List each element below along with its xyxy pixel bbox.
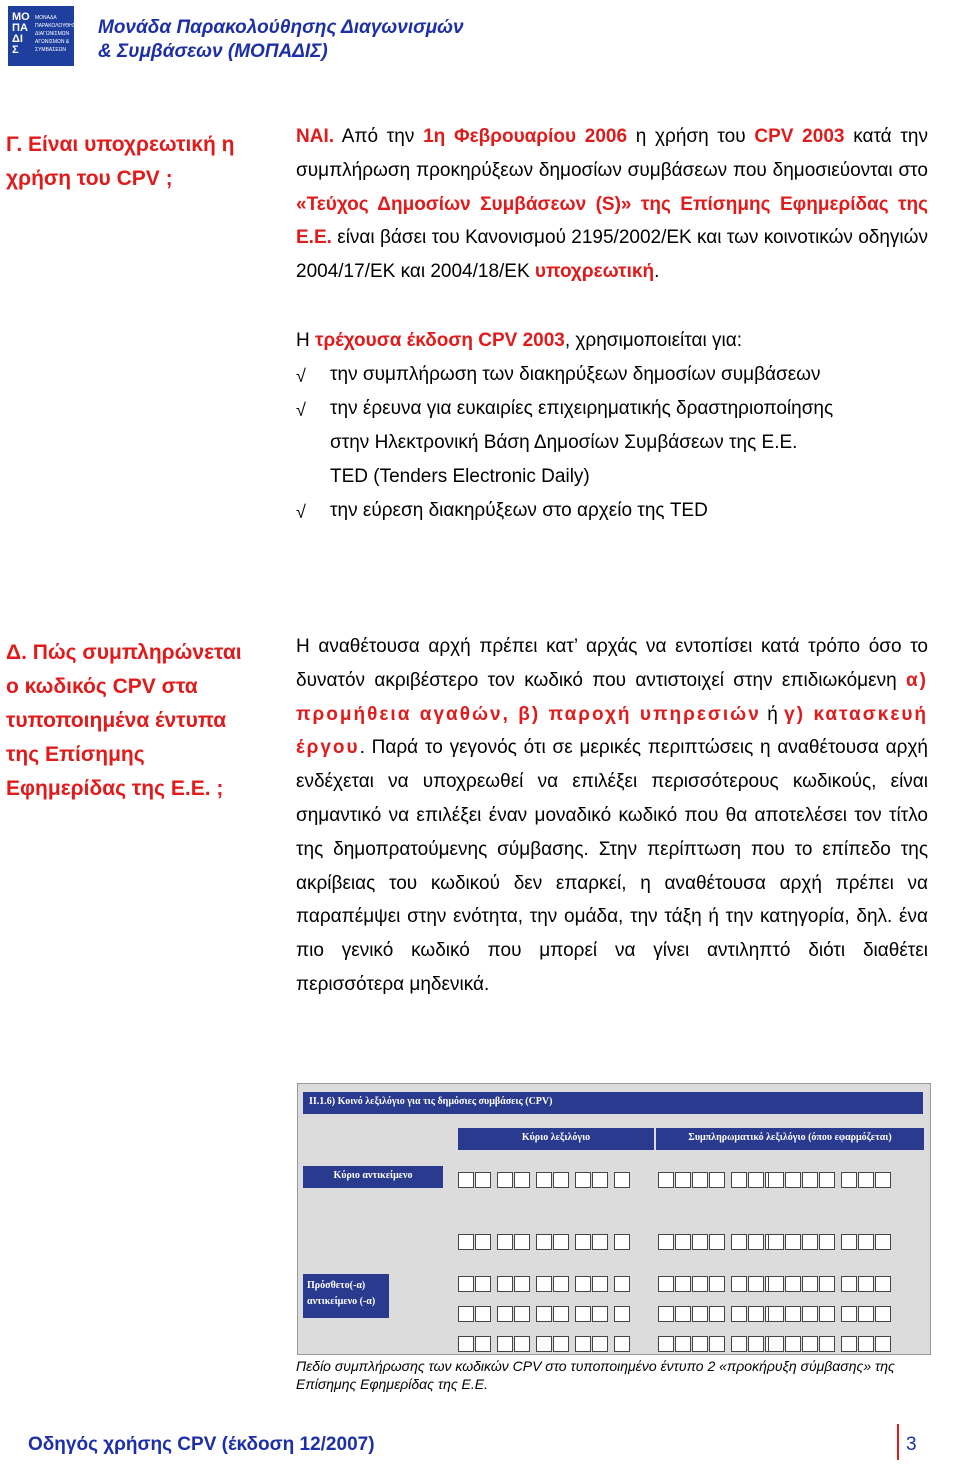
code-box (748, 1276, 764, 1292)
bullet-item-continued: TED (Tenders Electronic Daily) (330, 466, 590, 487)
code-box (692, 1172, 708, 1188)
usage-intro (296, 324, 928, 358)
code-box (497, 1306, 513, 1322)
text: Η (296, 330, 315, 351)
code-box (553, 1336, 569, 1352)
code-box (858, 1172, 874, 1188)
code-box-row (458, 1172, 636, 1188)
code-box (819, 1276, 835, 1292)
journal-highlight: «Τεύχος Δημοσίων Συμβάσεων (S)» της Επίσημης Εφημερίδας της Ε.Ε. (296, 193, 928, 249)
code-box (553, 1306, 569, 1322)
code-box (819, 1306, 835, 1322)
code-box (575, 1234, 591, 1250)
text: Η αναθέτουσα αρχή πρέπει κατ’ αρχάς να εντοπίσει κατά τρόπο όσο το δυνατόν ακριβέστερο τον κωδικό που αντιστοιχεί στην επιδιωκόμενη (296, 636, 928, 691)
code-box (709, 1276, 725, 1292)
page-number: 3 (906, 1434, 917, 1455)
code-box (658, 1172, 674, 1188)
code-box (802, 1336, 818, 1352)
code-box (592, 1276, 608, 1292)
code-box (514, 1234, 530, 1250)
answer-g-paragraph (296, 120, 928, 289)
code-box (553, 1276, 569, 1292)
code-box (858, 1306, 874, 1322)
text: η χρήση του (627, 126, 755, 147)
page-header-title (98, 16, 464, 64)
figure-caption: Πεδίο συμπλήρωσης των κωδικών CPV στο τυποποιημένο έντυπο 2 «προκήρυξη σύμβασης» της Επίσημης Εφημερίδας της Ε.Ε. (296, 1358, 895, 1392)
header-title-line-1: Μονάδα Παρακολούθησης Διαγωνισμών (98, 17, 464, 38)
code-box (536, 1234, 552, 1250)
text: ή (760, 703, 785, 725)
code-box (875, 1276, 891, 1292)
works-highlight: γ) κατασκευή έργου (296, 703, 929, 759)
code-box (785, 1276, 801, 1292)
code-box (675, 1276, 691, 1292)
code-box (692, 1234, 708, 1250)
code-box (475, 1306, 491, 1322)
text: . Παρά το γεγονός ότι σε μερικές περιπτώσεις η αναθέτουσα αρχή ενδέχεται να υποχρεωθεί να επιλέξει περισσότερους κωδικούς, είναι σημαντικό να επιλέξει έναν μοναδικό κωδικό που θα αποτελέσει τον τίτλο της δημοπρατούμενης σύμβασης. Στην περίπτωση που το επίπεδο της ακρίβειας του κωδικού δεν επαρκεί, η αναθέτουσα αρχή πρέπει να παραπέμψει στην ενότητα, την ομάδα, την τάξη ή την κατηγορία, δηλ. ένα πιο γενικό κωδικό που μπορεί να γίνει αντιληπτό διότι διαθέτει περισσότερα μηδενικά. (296, 737, 928, 995)
code-box (553, 1234, 569, 1250)
code-box (841, 1172, 857, 1188)
code-box (658, 1234, 674, 1250)
code-box (575, 1276, 591, 1292)
code-box (802, 1172, 818, 1188)
text: . (654, 261, 660, 283)
code-box (475, 1276, 491, 1292)
code-box (497, 1336, 513, 1352)
mopadis-logo (8, 6, 83, 66)
code-box (658, 1336, 674, 1352)
code-box (553, 1172, 569, 1188)
code-box (475, 1336, 491, 1352)
code-box (858, 1234, 874, 1250)
footer-label: Οδηγός χρήσης CPV (έκδοση 12/2007) (28, 1434, 375, 1455)
code-box (536, 1276, 552, 1292)
code-box (675, 1336, 691, 1352)
code-box (731, 1336, 747, 1352)
code-box (614, 1234, 630, 1250)
code-box (768, 1306, 784, 1322)
code-box (514, 1276, 530, 1292)
check-icon: √ (296, 502, 306, 522)
code-box (768, 1234, 784, 1250)
code-box (875, 1306, 891, 1322)
code-box (614, 1172, 630, 1188)
code-box (458, 1276, 474, 1292)
form-row-extra: Πρόσθετο(-α) αντικείμενο (-α) (303, 1274, 389, 1318)
code-box (514, 1172, 530, 1188)
code-box (514, 1336, 530, 1352)
code-box (575, 1306, 591, 1322)
code-box (875, 1172, 891, 1188)
code-box (785, 1336, 801, 1352)
text: είναι βάσει του Κανονισμού 2195/2002/ΕΚ και των κοινοτικών οδηγιών 2004/17/ΕΚ και 2004/18/ΕΚ (296, 227, 928, 283)
code-box (592, 1234, 608, 1250)
code-box (614, 1306, 630, 1322)
code-box (658, 1306, 674, 1322)
code-box (748, 1336, 764, 1352)
code-box (458, 1306, 474, 1322)
answer-d-paragraph (296, 630, 928, 1002)
code-box (497, 1172, 513, 1188)
cpv-highlight: CPV 2003 (754, 126, 845, 147)
bullet-item-continued: στην Ηλεκτρονική Βάση Δημοσίων Συμβάσεων της Ε.Ε. (330, 432, 798, 453)
code-box (575, 1336, 591, 1352)
bullet-item: την εύρεση διακηρύξεων στο αρχείο της TED (330, 500, 708, 521)
code-box (785, 1234, 801, 1250)
code-box (592, 1172, 608, 1188)
code-box-row (768, 1306, 897, 1322)
code-box (614, 1336, 630, 1352)
code-box (731, 1306, 747, 1322)
code-box (841, 1276, 857, 1292)
code-box-row (768, 1234, 897, 1250)
code-box (802, 1306, 818, 1322)
answer-yes: ΝΑΙ. (296, 126, 334, 147)
code-box (592, 1306, 608, 1322)
code-box (802, 1234, 818, 1250)
supply-service-highlight: α) προμήθεια αγαθών, β) παροχή υπηρεσιών (296, 669, 928, 725)
code-box (768, 1172, 784, 1188)
bullet-item: την έρευνα για ευκαιρίες επιχειρηματικής δραστηριοποίησης (330, 398, 834, 419)
text: κατά την συμπλήρωση προκηρύξεων δημοσίων συμβάσεων που δημοσιεύονται στο (296, 126, 928, 181)
code-box (858, 1336, 874, 1352)
code-box (675, 1172, 691, 1188)
code-box (802, 1276, 818, 1292)
logo-letters: ΜΟ ΠΑ ΔΙ Σ (12, 11, 30, 56)
code-box (748, 1234, 764, 1250)
code-box (819, 1172, 835, 1188)
mandatory-highlight: υποχρεωτική (534, 261, 655, 283)
code-box (458, 1234, 474, 1250)
code-box (875, 1336, 891, 1352)
code-box (819, 1234, 835, 1250)
check-icon: √ (296, 400, 306, 420)
code-box (536, 1306, 552, 1322)
code-box (731, 1172, 747, 1188)
text: Από την (334, 126, 424, 147)
code-box (475, 1172, 491, 1188)
code-box (497, 1276, 513, 1292)
code-box (748, 1306, 764, 1322)
code-box (858, 1276, 874, 1292)
code-box (536, 1172, 552, 1188)
form-col-extra: Συμπληρωματικό λεξιλόγιο (όπου εφαρμόζεται) (656, 1128, 924, 1150)
code-box-row (458, 1234, 636, 1250)
code-box (475, 1234, 491, 1250)
bullet-item: την συμπλήρωση των διακηρύξεων δημοσίων συμβάσεων (330, 364, 821, 385)
form-col-main: Κύριο λεξιλόγιο (458, 1128, 654, 1150)
code-box (675, 1306, 691, 1322)
code-box-row (768, 1336, 897, 1352)
code-box (709, 1306, 725, 1322)
code-box (675, 1234, 691, 1250)
code-box (658, 1276, 674, 1292)
code-box (497, 1234, 513, 1250)
code-box (841, 1336, 857, 1352)
code-box (614, 1276, 630, 1292)
code-box (692, 1276, 708, 1292)
cpv-form-image (297, 1083, 931, 1355)
current-version-highlight: τρέχουσα έκδοση (315, 330, 473, 351)
form-title: ΙΙ.1.6) Κοινό λεξιλόγιο για τις δημόσιες συμβάσεις (CPV) (309, 1096, 553, 1107)
header-title-line-2: & Συμβάσεων (ΜΟΠΑΔΙΣ) (98, 41, 328, 62)
code-box (536, 1336, 552, 1352)
code-box (785, 1306, 801, 1322)
code-box (731, 1234, 747, 1250)
code-box (458, 1336, 474, 1352)
form-row-main: Κύριο αντικείμενο (303, 1166, 443, 1188)
check-icon: √ (296, 366, 306, 386)
code-box (592, 1336, 608, 1352)
code-box (458, 1172, 474, 1188)
code-box-row (458, 1306, 636, 1322)
code-box-row (458, 1276, 636, 1292)
code-box (875, 1234, 891, 1250)
footer-divider (897, 1424, 899, 1460)
code-box-row (768, 1276, 897, 1292)
question-g: Γ. Είναι υποχρεωτική η χρήση του CPV ; (6, 133, 235, 190)
code-box (709, 1234, 725, 1250)
code-box (785, 1172, 801, 1188)
code-box (709, 1336, 725, 1352)
code-box-row (458, 1336, 636, 1352)
code-box (841, 1306, 857, 1322)
code-box (768, 1336, 784, 1352)
code-box-row (768, 1172, 897, 1188)
code-box (731, 1276, 747, 1292)
code-box (768, 1276, 784, 1292)
code-box (575, 1172, 591, 1188)
code-box (841, 1234, 857, 1250)
code-box (709, 1172, 725, 1188)
form-title-bar (303, 1092, 923, 1114)
code-box (748, 1172, 764, 1188)
code-box (514, 1306, 530, 1322)
date-highlight: 1η Φεβρουαρίου 2006 (423, 126, 628, 147)
text: , χρησιμοποιείται για: (564, 330, 742, 351)
code-box (819, 1336, 835, 1352)
code-box (692, 1336, 708, 1352)
code-box (692, 1306, 708, 1322)
logo-small-text: ΜΟΝΑΔΑ ΠΑΡΑΚΟΛΟΥΘΗΣΗΣ ΔΙΑΓΩΝΙΣΜΩΝ ΑΓΩΝΙΣΜΩΝ & ΣΥΜΒΑΣΕΩΝ (35, 15, 83, 53)
question-d: Δ. Πώς συμπληρώνεται ο κωδικός CPV στα τυποποιημένα έντυπα της Επίσημης Εφημερίδας της Ε.Ε. ; (6, 641, 242, 800)
cpv-highlight: CPV 2003 (472, 330, 565, 351)
